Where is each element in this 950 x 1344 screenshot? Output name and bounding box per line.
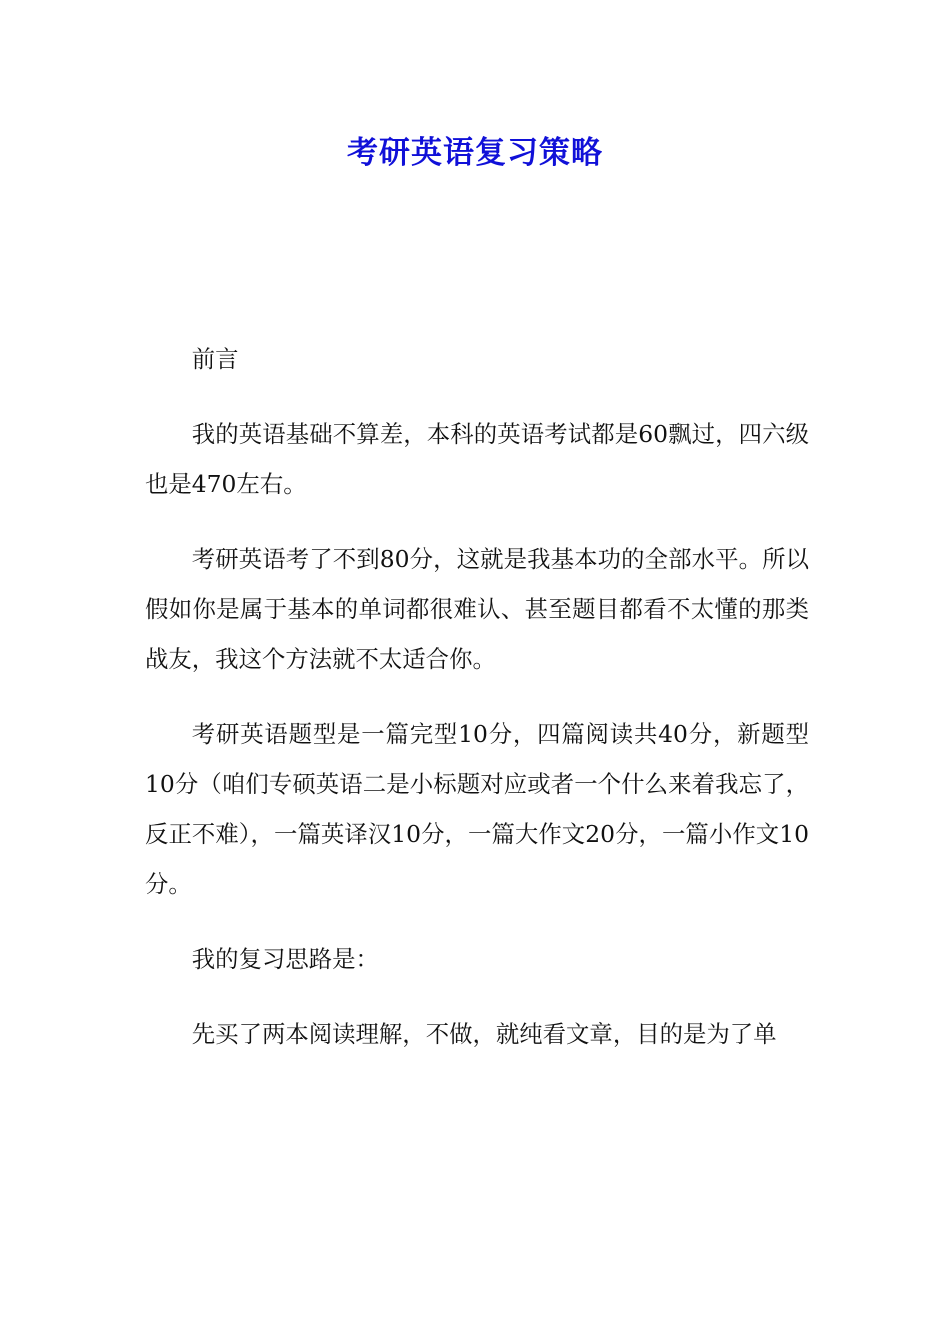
paragraph-preface: 前言 bbox=[191, 345, 239, 373]
document-body bbox=[145, 334, 809, 1084]
paragraph-question-types: 考研英语题型是一篇完型10分，四篇阅读共40分，新题型10分（咱们专硕英语二是小标题对应或者一个什么来着我忘了，反正不难），一篇英译汉10分，一篇大作文20分，一篇小作文10分。 bbox=[145, 720, 809, 898]
paragraph-review-approach: 我的复习思路是： bbox=[191, 945, 379, 973]
paragraph-reading-practice: 先买了两本阅读理解，不做，就纯看文章，目的是为了单 bbox=[191, 1020, 777, 1048]
document-title: 考研英语复习策略 bbox=[347, 135, 603, 171]
paragraph-exam-score: 考研英语考了不到80分，这就是我基本功的全部水平。所以假如你是属于基本的单词都很难认、甚至题目都看不太懂的那类战友，我这个方法就不太适合你。 bbox=[145, 545, 809, 673]
paragraph-english-foundation: 我的英语基础不算差，本科的英语考试都是60飘过，四六级也是470左右。 bbox=[145, 420, 809, 498]
